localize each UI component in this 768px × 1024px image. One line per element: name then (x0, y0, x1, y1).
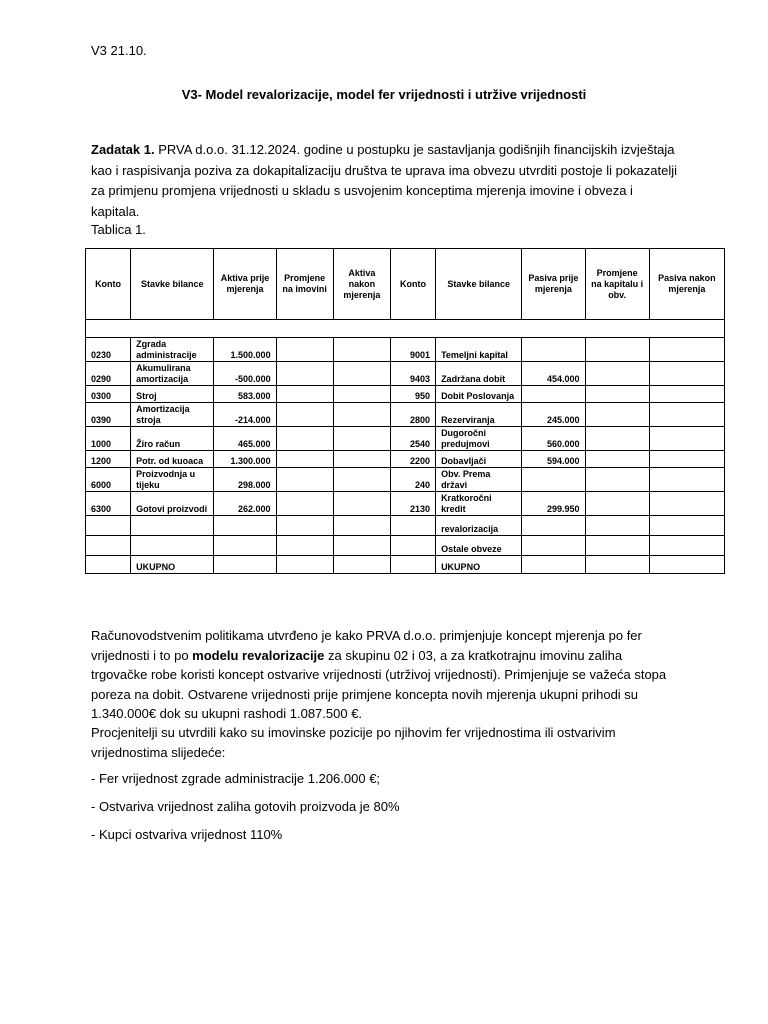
table-cell (276, 403, 333, 427)
table-cell: 9403 (390, 362, 435, 386)
balance-table (85, 248, 725, 574)
table-cell: Temeljni kapital (436, 338, 522, 362)
table-cell: 950 (390, 386, 435, 403)
policy-bold: modelu revalorizacije (192, 647, 325, 663)
table-cell: Obv. Prema državi (436, 468, 522, 492)
table-cell: 0230 (86, 338, 131, 362)
table-cell: 1.300.000 (214, 451, 276, 468)
table-cell (276, 492, 333, 516)
table-cell: Ostale obveze (436, 536, 522, 556)
table-cell (585, 468, 649, 492)
table-cell (276, 427, 333, 451)
table-cell (522, 536, 585, 556)
table-cell (522, 338, 585, 362)
task-label: Zadatak 1. (91, 142, 155, 157)
table-cell: Akumulirana amortizacija (131, 362, 214, 386)
list-item-inventory: - Ostvariva vrijednost zaliha gotovih proizvoda je 80% (91, 799, 400, 814)
table-cell (214, 536, 276, 556)
table-cell: 0290 (86, 362, 131, 386)
table-cell (585, 556, 649, 574)
table-cell (585, 492, 649, 516)
table-cell (333, 362, 390, 386)
column-header: Pasiva nakon mjerenja (649, 249, 724, 320)
table-cell: 583.000 (214, 386, 276, 403)
column-header: Stavke bilance (436, 249, 522, 320)
table-cell: Zadržana dobit (436, 362, 522, 386)
table-cell (649, 386, 724, 403)
table-row (86, 492, 725, 516)
table-cell (649, 403, 724, 427)
table-cell (585, 403, 649, 427)
table-cell (333, 338, 390, 362)
column-header: Promjene na kapitalu i obv. (585, 249, 649, 320)
table-cell (585, 516, 649, 536)
table-cell (333, 427, 390, 451)
table-cell (86, 556, 131, 574)
list-item-building: - Fer vrijednost zgrade administracije 1.206.000 €; (91, 771, 381, 786)
table-cell: 2130 (390, 492, 435, 516)
table-cell (333, 386, 390, 403)
table-cell (649, 516, 724, 536)
table-cell: revalorizacija (436, 516, 522, 536)
table-cell (276, 386, 333, 403)
table-cell (649, 536, 724, 556)
table-cell (276, 468, 333, 492)
table-cell: 2200 (390, 451, 435, 468)
table-cell (276, 338, 333, 362)
table-cell: 6300 (86, 492, 131, 516)
table-cell (214, 516, 276, 536)
table-cell: Potr. od kuoaca (131, 451, 214, 468)
table-cell: 1000 (86, 427, 131, 451)
table-cell (333, 556, 390, 574)
table-cell: 454.000 (522, 362, 585, 386)
table-cell: 1200 (86, 451, 131, 468)
table-cell: 299.950 (522, 492, 585, 516)
table-cell (649, 338, 724, 362)
table-row (86, 427, 725, 451)
table-cell (522, 468, 585, 492)
table-cell: 298.000 (214, 468, 276, 492)
table-cell: 0390 (86, 403, 131, 427)
table-cell: Gotovi proizvodi (131, 492, 214, 516)
table-cell: Dobavljači (436, 451, 522, 468)
task-paragraph (91, 140, 681, 222)
table-cell (522, 516, 585, 536)
table-cell: Stroj (131, 386, 214, 403)
table-row (86, 403, 725, 427)
table-cell (276, 362, 333, 386)
table-cell (333, 536, 390, 556)
table-cell (649, 468, 724, 492)
table-cell (333, 403, 390, 427)
table-cell: 1.500.000 (214, 338, 276, 362)
document-title: V3- Model revalorizacije, model fer vrijednosti i utržive vrijednosti (181, 87, 587, 102)
column-header: Konto (86, 249, 131, 320)
table-cell (585, 451, 649, 468)
table-cell (585, 362, 649, 386)
table-cell: Žiro račun (131, 427, 214, 451)
table-cell (131, 516, 214, 536)
table-cell: Kratkoročni kredit (436, 492, 522, 516)
table-cell: 560.000 (522, 427, 585, 451)
policy-paragraph (91, 626, 681, 724)
table-cell: 2800 (390, 403, 435, 427)
table-cell: 0300 (86, 386, 131, 403)
table-cell (276, 516, 333, 536)
table-cell (649, 556, 724, 574)
table-cell: 245.000 (522, 403, 585, 427)
table-cell (131, 536, 214, 556)
table-header-row (86, 249, 725, 320)
list-item-customers: - Kupci ostvariva vrijednost 110% (91, 827, 283, 842)
column-header: Pasiva prije mjerenja (522, 249, 585, 320)
table-cell (390, 516, 435, 536)
table-cell (585, 536, 649, 556)
table-cell: Proizvodnja u tijeku (131, 468, 214, 492)
table-row (86, 451, 725, 468)
table-cell: Rezerviranja (436, 403, 522, 427)
table-cell: 6000 (86, 468, 131, 492)
table-cell (214, 556, 276, 574)
table-row (86, 556, 725, 574)
table-cell (649, 427, 724, 451)
table-cell: 465.000 (214, 427, 276, 451)
table-cell (649, 492, 724, 516)
table-cell (390, 536, 435, 556)
policy-text-1: Računovodstvenim politikama utvrđeno je kako PRVA d.o.o. primjenjuje koncept mjerenja po fer vrijednosti i to po (91, 628, 642, 663)
column-header: Aktiva prije mjerenja (214, 249, 276, 320)
table-cell: Dobit Poslovanja (436, 386, 522, 403)
table-row (86, 468, 725, 492)
table-row (86, 536, 725, 556)
table-cell (333, 516, 390, 536)
column-header: Aktiva nakon mjerenja (333, 249, 390, 320)
table-cell: 240 (390, 468, 435, 492)
table-cell: UKUPNO (436, 556, 522, 574)
table-cell (86, 536, 131, 556)
table-cell: -500.000 (214, 362, 276, 386)
table-cell: -214.000 (214, 403, 276, 427)
appraisal-intro: Procjenitelji su utvrdili kako su imovinske pozicije po njihovim fer vrijednostima ili ostvarivim vrijednostima slijedeće: (91, 725, 616, 760)
task-text: PRVA d.o.o. 31.12.2024. godine u postupku je sastavljanja godišnjih financijskih izvještaja kao i raspisivanja poziva za dokapitalizaciju društva te uprava ima obvezu utvrditi postoje li pokazatelji za primjenu promjena vrijednosti u skladu s usvojenim konceptima mjerenja imovine i obveza i kapitala. (91, 142, 678, 219)
table-row (86, 516, 725, 536)
table-row (86, 362, 725, 386)
table-cell (333, 492, 390, 516)
table-cell: Zgrada administracije (131, 338, 214, 362)
table-cell (649, 362, 724, 386)
table-cell (522, 386, 585, 403)
table-cell: 594.000 (522, 451, 585, 468)
table-cell (390, 556, 435, 574)
table-cell (649, 451, 724, 468)
policy-text-2: za skupinu 02 i 03, a za kratkotrajnu imovinu zaliha trgovačke robe koristi koncept ostvarive vrijednosti (utrživoj vrijednosti). Primjenjuje se važeća stopa poreza na dobit. Ostvarene vrijednosti prije primjene koncepta novih mjerenja ukupni prihodi su 1.340.000€ dok su ukupni rashodi 1.087.500 €. (91, 647, 667, 721)
table-cell: UKUPNO (131, 556, 214, 574)
table-cell (333, 468, 390, 492)
table-cell: 2540 (390, 427, 435, 451)
column-header: Konto (390, 249, 435, 320)
table-cell (86, 516, 131, 536)
table-cell (585, 386, 649, 403)
table-cell (585, 427, 649, 451)
table-row (86, 386, 725, 403)
table-cell: 9001 (390, 338, 435, 362)
version-label: V3 21.10. (91, 43, 147, 58)
table-cell: Amortizacija stroja (131, 403, 214, 427)
table-caption: Tablica 1. (91, 222, 146, 237)
table-cell (585, 338, 649, 362)
table-cell (276, 451, 333, 468)
table-cell: 262.000 (214, 492, 276, 516)
table-spacer-row (86, 320, 725, 338)
table-cell (86, 320, 725, 338)
table-cell: Dugoročni predujmovi (436, 427, 522, 451)
column-header: Promjene na imovini (276, 249, 333, 320)
table-cell (276, 536, 333, 556)
table-cell (333, 451, 390, 468)
table-cell (276, 556, 333, 574)
table-row (86, 338, 725, 362)
column-header: Stavke bilance (131, 249, 214, 320)
table-cell (522, 556, 585, 574)
